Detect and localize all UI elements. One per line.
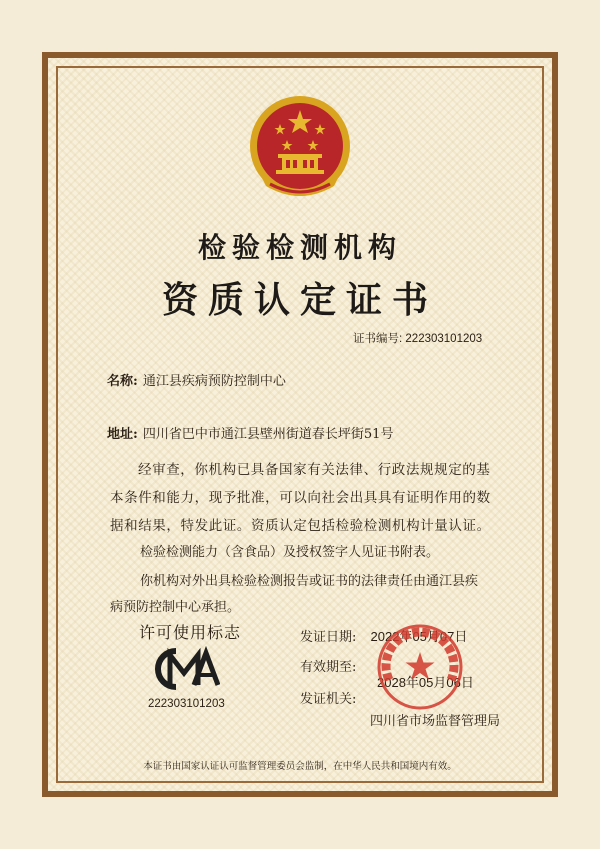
paragraph-line: 据和结果，特发此证。资质认定包括检验检测机构计量认证。 bbox=[110, 518, 491, 534]
address-value: 四川省巴中市通江县壁州街道春长坪街51号 bbox=[142, 427, 394, 442]
scope-paragraph: 检验检测能力（含食品）及授权签字人见证书附表。 bbox=[140, 544, 440, 559]
paragraph-line: 病预防控制中心承担。 bbox=[110, 599, 241, 614]
issue-date-value: 2022年05月07日 bbox=[370, 629, 468, 644]
valid-until-label: 有效期至: bbox=[300, 660, 357, 675]
address-row bbox=[107, 423, 393, 442]
name-label: 名称: bbox=[107, 374, 138, 389]
valid-until-row bbox=[300, 656, 356, 675]
footer-note: 本证书由国家认证认可监督管理委员会监制，在中华人民共和国境内有效。 bbox=[143, 761, 457, 772]
paragraph-line: 经审查，你机构已具备国家有关法律、行政法规规定的基 bbox=[138, 462, 491, 478]
address-label: 地址: bbox=[107, 427, 138, 442]
name-value: 通江县疾病预防控制中心 bbox=[142, 374, 286, 389]
national-emblem-icon bbox=[240, 88, 360, 208]
paragraph-line: 本条件和能力，现予批准，可以向社会出具具有证明作用的数 bbox=[110, 490, 491, 506]
valid-until-value: 2028年05月06日 bbox=[377, 675, 474, 690]
mark-number: 222303101203 bbox=[148, 698, 225, 710]
title-line2: 资质认定证书 bbox=[161, 280, 438, 321]
issuer-label: 发证机关: bbox=[300, 692, 357, 707]
cma-mark-icon bbox=[148, 645, 220, 693]
cert-number-value: 222303101203 bbox=[405, 333, 483, 345]
issue-date-label: 发证日期: bbox=[300, 630, 357, 645]
name-row bbox=[107, 370, 286, 389]
approval-paragraph bbox=[110, 456, 491, 540]
liability-paragraph bbox=[110, 568, 478, 620]
cert-number-label: 证书编号: bbox=[353, 333, 403, 345]
paragraph-line: 你机构对外出具检验检测报告或证书的法律责任由通江县疾 bbox=[140, 573, 479, 588]
official-seal-icon bbox=[375, 622, 465, 712]
cert-number bbox=[353, 330, 482, 346]
title-line1: 检验检测机构 bbox=[197, 231, 402, 264]
issuer-row bbox=[300, 688, 356, 707]
mark-label: 许可使用标志 bbox=[139, 623, 242, 642]
issuer-value: 四川省市场监督管理局 bbox=[370, 714, 501, 729]
